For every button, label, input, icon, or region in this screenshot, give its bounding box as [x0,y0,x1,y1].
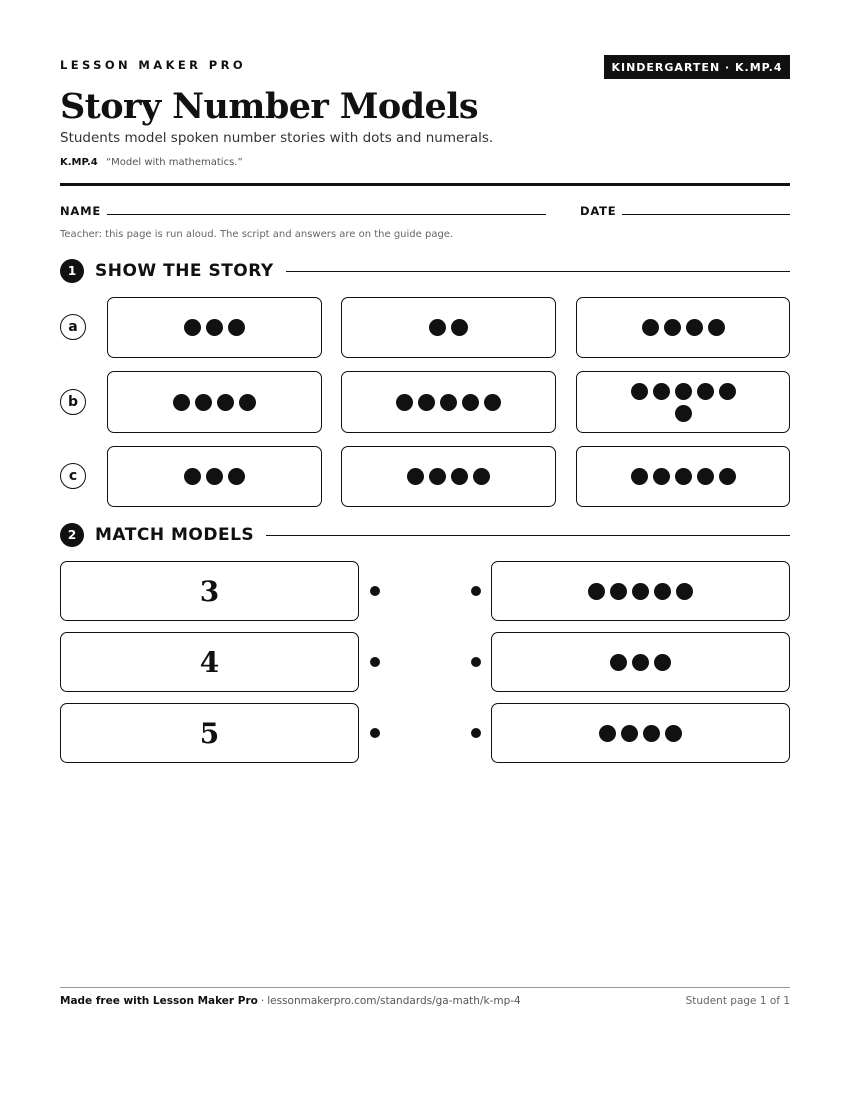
counting-dot [184,468,201,485]
standard-line [60,157,243,168]
numeral-card-2[interactable] [60,632,359,692]
section-2-heading [60,523,790,547]
section-1-rule [286,271,790,272]
story-card-c-1[interactable] [107,446,322,507]
dot-model-card-2[interactable] [491,632,790,692]
counting-dot [654,654,671,671]
counting-dot [451,319,468,336]
numeral-value: 3 [199,574,220,608]
counting-dot [588,583,605,600]
section-1-title: SHOW THE STORY [95,261,274,281]
left-match-dot-2[interactable] [370,657,380,667]
counting-dot [643,725,660,742]
counting-dot [599,725,616,742]
counting-dot [228,468,245,485]
right-match-dot-3[interactable] [471,728,481,738]
grade-standard-badge: KINDERGARTEN · K.MP.4 [604,55,790,79]
name-label: NAME [60,204,102,218]
counting-dot [719,383,736,400]
counting-dot [719,468,736,485]
counting-dot [484,394,501,411]
left-match-dot-3[interactable] [370,728,380,738]
counting-dot [396,394,413,411]
dot-group [429,319,468,336]
footer-separator: · [260,995,265,1007]
footer-credit [60,995,521,1007]
story-card-b-3[interactable] [576,371,790,433]
numeral-value: 4 [199,645,220,679]
counting-dot [697,468,714,485]
row-letter-c: c [60,463,86,489]
right-match-dot-2[interactable] [471,657,481,667]
section-2-number: 2 [60,523,84,547]
counting-dot [239,394,256,411]
footer-page-number: Student page 1 of 1 [685,995,790,1007]
row-letter-a: a [60,314,86,340]
counting-dot [675,468,692,485]
dot-group [407,468,490,485]
counting-dot [664,319,681,336]
counting-dot [665,725,682,742]
dot-group [184,468,245,485]
footer-brand: Made free with Lesson Maker Pro [60,995,258,1007]
header-divider [60,183,790,186]
standard-quote: “Model with mathematics.” [105,157,243,168]
counting-dot [206,468,223,485]
counting-dot [697,383,714,400]
counting-dot [206,319,223,336]
dot-group [610,654,671,671]
counting-dot [642,319,659,336]
section-1-heading [60,259,790,283]
counting-dot [675,383,692,400]
section-1-number: 1 [60,259,84,283]
teacher-note: Teacher: this page is run aloud. The script and answers are on the guide page. [60,229,454,240]
numeral-card-3[interactable] [60,703,359,763]
numeral-card-1[interactable] [60,561,359,621]
numeral-value: 5 [199,716,220,750]
date-label: DATE [580,204,617,218]
footer-divider [60,987,790,988]
story-card-a-3[interactable] [576,297,790,358]
counting-dot [631,383,648,400]
counting-dot [228,319,245,336]
counting-dot [653,383,670,400]
dot-group [588,583,693,600]
section-2-title: MATCH MODELS [95,525,255,545]
dot-group [599,725,682,742]
counting-dot [653,468,670,485]
counting-dot [195,394,212,411]
page-title: Story Number Models [60,86,479,127]
counting-dot [632,654,649,671]
story-card-b-1[interactable] [107,371,322,433]
story-card-c-2[interactable] [341,446,556,507]
counting-dot [173,394,190,411]
counting-dot [610,654,627,671]
counting-dot [440,394,457,411]
dot-group [642,319,725,336]
counting-dot [473,468,490,485]
counting-dot [621,725,638,742]
story-card-a-2[interactable] [341,297,556,358]
page-subtitle: Students model spoken number stories with dots and numerals. [60,130,494,146]
counting-dot [632,583,649,600]
standard-code: K.MP.4 [60,157,98,168]
date-line[interactable] [622,214,790,215]
story-card-a-1[interactable] [107,297,322,358]
row-letter-b: b [60,389,86,415]
dot-model-card-3[interactable] [491,703,790,763]
dot-group [184,319,245,336]
dot-model-card-1[interactable] [491,561,790,621]
counting-dot [429,319,446,336]
name-line[interactable] [107,214,546,215]
counting-dot [184,319,201,336]
dot-group [628,383,738,422]
brand-wordmark: LESSON MAKER PRO [60,58,247,72]
left-match-dot-1[interactable] [370,586,380,596]
dot-group [396,394,501,411]
footer-url[interactable]: lessonmakerpro.com/standards/ga-math/k-mp-4 [267,995,521,1007]
counting-dot [462,394,479,411]
counting-dot [429,468,446,485]
right-match-dot-1[interactable] [471,586,481,596]
counting-dot [217,394,234,411]
dot-group [631,468,736,485]
story-card-c-3[interactable] [576,446,790,507]
counting-dot [407,468,424,485]
counting-dot [654,583,671,600]
counting-dot [610,583,627,600]
counting-dot [451,468,468,485]
counting-dot [675,405,692,422]
counting-dot [418,394,435,411]
counting-dot [708,319,725,336]
section-2-rule [266,535,790,536]
dot-group [173,394,256,411]
counting-dot [631,468,648,485]
counting-dot [676,583,693,600]
counting-dot [686,319,703,336]
story-card-b-2[interactable] [341,371,556,433]
